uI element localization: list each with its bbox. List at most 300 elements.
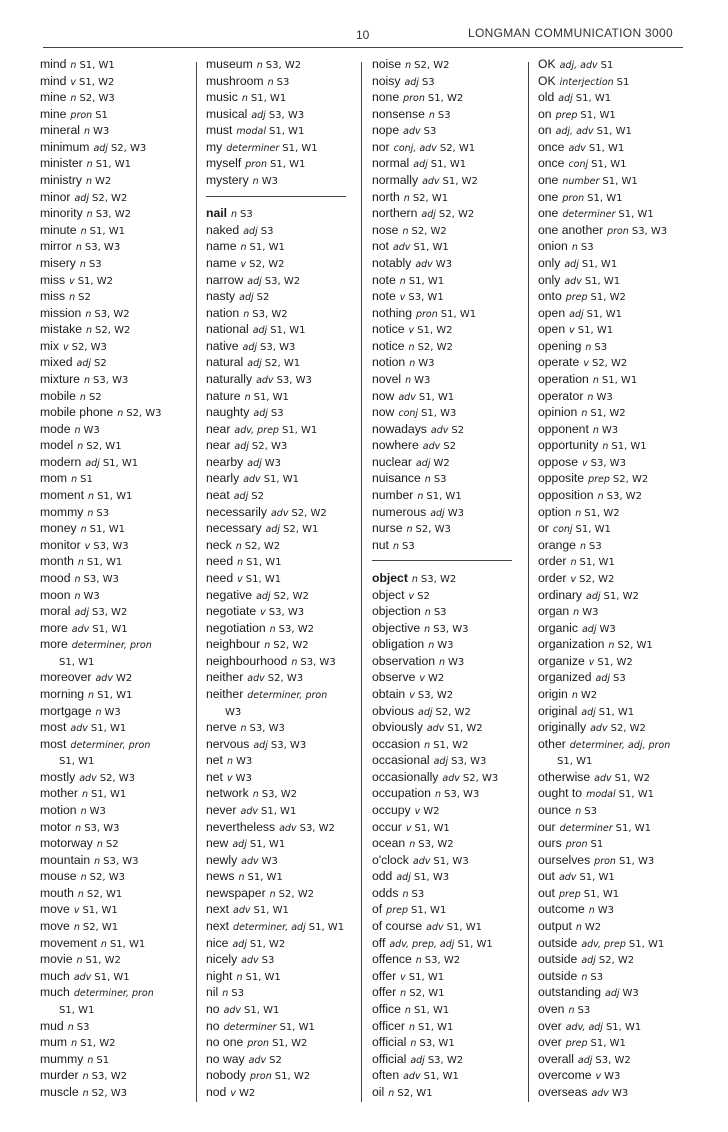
part-of-speech: n [409, 358, 416, 370]
word-entry [538, 885, 706, 902]
header-rule [43, 47, 683, 48]
headword: organization [538, 637, 605, 652]
word-entry [538, 653, 706, 670]
headword: nasty [206, 289, 236, 304]
frequency-band: W3 [437, 640, 454, 652]
part-of-speech: pron [70, 109, 93, 121]
part-of-speech: determiner [562, 209, 616, 221]
word-entry [206, 338, 374, 355]
headword: negative [206, 587, 253, 602]
headword: origin [538, 686, 568, 701]
part-of-speech: n [405, 374, 412, 386]
word-entry [372, 454, 540, 471]
word-entry [206, 553, 374, 570]
frequency-band: S3 [588, 540, 602, 552]
frequency-band: S3, W3 [268, 109, 305, 121]
part-of-speech: n [71, 474, 78, 486]
word-entry [206, 139, 374, 156]
word-entry [40, 636, 208, 653]
word-entry [40, 802, 208, 819]
frequency-band: S3, W3 [84, 822, 120, 834]
word-entry [40, 504, 208, 521]
headword: native [206, 338, 239, 353]
word-entry [538, 1084, 706, 1101]
headword: open [538, 305, 566, 320]
part-of-speech: prep [558, 888, 581, 900]
headword: monitor [40, 537, 81, 552]
word-entry [206, 172, 374, 189]
part-of-speech: v [260, 607, 266, 619]
word-entry [538, 354, 706, 371]
headword: organize [538, 653, 585, 668]
word-entry [538, 1067, 706, 1084]
part-of-speech: pron [403, 93, 425, 105]
headword: moreover [40, 670, 92, 685]
word-entry [40, 73, 208, 90]
headword: normally [372, 173, 419, 188]
frequency-band: S3 [421, 76, 435, 88]
frequency-band: S1 [600, 60, 614, 71]
frequency-band: W3 [235, 756, 253, 768]
word-entry [40, 470, 208, 487]
headword: object [372, 570, 408, 585]
word-column-2 [206, 56, 374, 1100]
headword: nope [372, 123, 400, 138]
frequency-band: S3, W1 [419, 1038, 455, 1050]
frequency-band: S2, W2 [91, 192, 128, 204]
headword: naughty [206, 405, 250, 420]
frequency-band: S2, W3 [71, 341, 107, 353]
headword: or [538, 521, 549, 536]
word-entry [372, 703, 540, 720]
part-of-speech: adv [415, 258, 433, 270]
page-header [0, 0, 728, 50]
word-entry [206, 1084, 374, 1101]
word-entry [372, 918, 540, 935]
frequency-band: S3, W2 [265, 60, 302, 71]
frequency-band: W3 [599, 623, 616, 635]
headword: negotiation [206, 620, 266, 635]
frequency-band: S3 [433, 607, 447, 619]
frequency-band: S3 [411, 888, 425, 900]
headword: operator [538, 388, 584, 403]
word-entry [206, 951, 374, 968]
frequency-band: S3 [613, 673, 626, 685]
part-of-speech: v [581, 457, 588, 469]
headword: month [40, 554, 74, 569]
frequency-band: S2, W1 [86, 888, 123, 900]
part-of-speech: adj [581, 623, 597, 635]
word-entry [538, 106, 706, 123]
headword: naturally [206, 371, 253, 386]
part-of-speech: adj [256, 590, 271, 602]
headword: negotiate [206, 604, 257, 619]
headword: mix [40, 338, 59, 353]
headword: nature [206, 388, 241, 403]
frequency-band: S2, W2 [612, 474, 649, 486]
part-of-speech: adj [404, 76, 419, 88]
frequency-band: S2, W2 [95, 325, 131, 337]
part-of-speech: adj [253, 739, 268, 751]
headword: mixture [40, 371, 80, 386]
headword: option [538, 504, 572, 519]
headword: ocean [372, 836, 406, 851]
headword: one [538, 173, 559, 188]
frequency-band: S2, W3 [462, 772, 499, 784]
word-entry [372, 354, 540, 371]
headword: movie [40, 952, 73, 967]
frequency-band: S3, W3 [300, 656, 336, 668]
headword: mobile [40, 388, 76, 403]
word-entry [538, 984, 706, 1001]
word-entry [206, 238, 374, 255]
entry-continuation [206, 703, 374, 720]
headword: OK [538, 57, 556, 71]
headword: ministry [40, 173, 82, 188]
word-entry [538, 421, 706, 438]
frequency-band: S1, W1 [263, 474, 300, 486]
word-entry [372, 901, 540, 918]
word-entry [206, 255, 374, 272]
frequency-band: S1, W3 [618, 855, 655, 867]
part-of-speech: n [411, 573, 418, 585]
part-of-speech: adj [421, 209, 436, 221]
part-of-speech: n [117, 408, 124, 420]
part-of-speech: n [592, 374, 599, 386]
frequency-band: S1, W1 [408, 275, 445, 287]
part-of-speech: n [406, 524, 413, 536]
part-of-speech: v [226, 772, 233, 784]
part-of-speech: n [571, 689, 578, 701]
frequency-band: S1, W1 [246, 557, 282, 569]
section-divider [372, 560, 512, 561]
word-entry [538, 587, 706, 604]
word-entry [372, 155, 540, 172]
frequency-band: S1, W1 [414, 822, 450, 834]
headword: nail [206, 206, 227, 221]
headword: neither [206, 670, 244, 685]
word-entry [372, 537, 540, 554]
part-of-speech: n [80, 225, 87, 237]
frequency-band: S2, W2 [417, 341, 453, 353]
headword: movement [40, 935, 97, 950]
part-of-speech: adv [223, 1004, 242, 1016]
word-entry [538, 205, 706, 222]
part-of-speech: adj [430, 507, 445, 519]
frequency-band: S3, W2 [595, 1054, 631, 1066]
part-of-speech: adv [70, 723, 88, 735]
part-of-speech: adv [426, 922, 444, 934]
word-entry [372, 984, 540, 1001]
word-entry [206, 653, 374, 670]
headword: open [538, 322, 566, 337]
frequency-band: S3, W1 [408, 292, 444, 304]
frequency-band: S3 [270, 408, 284, 420]
headword: out [538, 885, 555, 900]
headword: moment [40, 488, 85, 503]
part-of-speech: adv [422, 176, 440, 188]
headword: outside [538, 968, 578, 983]
word-entry [372, 620, 540, 637]
frequency-band: S1, W2 [77, 275, 114, 287]
headword: nearby [206, 454, 244, 469]
part-of-speech: n [267, 76, 274, 88]
part-of-speech: v [419, 673, 425, 685]
part-of-speech: n [579, 540, 586, 552]
frequency-band: S1, W1 [268, 126, 305, 138]
frequency-band: S1, W1 [90, 789, 127, 801]
word-column-1 [40, 56, 208, 1100]
part-of-speech: n [428, 640, 435, 652]
headword: nicely [206, 952, 238, 967]
headword: mine [40, 90, 67, 105]
word-entry [40, 89, 208, 106]
frequency-band: S1, W1 [308, 922, 345, 934]
word-entry [206, 669, 374, 686]
headword: opening [538, 338, 582, 353]
headword: now [372, 405, 395, 420]
word-entry [538, 288, 706, 305]
part-of-speech: adj [251, 109, 266, 121]
headword: opposite [538, 471, 585, 486]
frequency-band: W2 [95, 176, 112, 188]
word-entry [538, 139, 706, 156]
word-entry [40, 338, 208, 355]
part-of-speech: prep [555, 109, 578, 121]
part-of-speech: adj [415, 457, 431, 469]
headword: output [538, 919, 572, 934]
headword: novel [372, 371, 402, 386]
headword: mummy [40, 1051, 84, 1066]
frequency-band: S3, W3 [590, 457, 626, 469]
frequency-band: W3 [597, 905, 615, 917]
word-entry [206, 603, 374, 620]
entry-continuation [40, 1001, 208, 1018]
headword: outside [538, 952, 578, 967]
part-of-speech: adj [239, 292, 254, 304]
headword: on [538, 123, 552, 138]
word-entry [372, 288, 540, 305]
word-entry [538, 1051, 706, 1068]
frequency-band: S2 [78, 292, 91, 304]
part-of-speech: adj [586, 590, 601, 602]
headword: offer [372, 985, 397, 1000]
headword: outstanding [538, 985, 602, 1000]
part-of-speech: adj [85, 457, 100, 469]
headword: outside [538, 935, 578, 950]
frequency-band: S1, W1 [618, 209, 654, 221]
headword: numerous [372, 504, 427, 519]
frequency-band: S3, W3 [443, 789, 480, 801]
headword: mind [40, 73, 67, 88]
word-entry [40, 454, 208, 471]
headword: name [206, 255, 237, 270]
frequency-band: W2 [433, 457, 450, 469]
word-entry [538, 437, 706, 454]
part-of-speech: n [291, 656, 298, 668]
frequency-band: S1, W2 [590, 292, 626, 304]
frequency-band: S3, W2 [94, 308, 130, 320]
frequency-band: S1, W2 [427, 93, 464, 105]
headword: next [206, 902, 230, 917]
frequency-band: S2, W3 [126, 408, 162, 420]
part-of-speech: n [602, 441, 609, 453]
word-entry [372, 1018, 540, 1035]
headword: out [538, 869, 555, 884]
part-of-speech: n [86, 159, 93, 171]
frequency-band: S1, W1 [557, 756, 593, 768]
headword: nation [206, 305, 240, 320]
part-of-speech: n [236, 971, 243, 983]
part-of-speech: v [405, 822, 412, 834]
word-entry [538, 73, 706, 90]
word-entry [40, 620, 208, 637]
part-of-speech: n [85, 308, 92, 320]
word-entry [206, 272, 374, 289]
frequency-band: W3 [622, 988, 639, 1000]
part-of-speech: n [424, 623, 431, 635]
frequency-band: S1, W1 [245, 971, 281, 983]
headword: on [538, 106, 552, 121]
word-entry [206, 587, 374, 604]
headword: noisy [372, 73, 401, 88]
headword: name [206, 239, 237, 254]
frequency-band: W2 [423, 806, 440, 818]
frequency-band: S2, W1 [412, 192, 449, 204]
frequency-band: S3, W3 [268, 607, 305, 619]
headword: mother [40, 786, 78, 801]
word-entry [372, 371, 540, 388]
word-entry [206, 122, 374, 139]
headword: original [538, 703, 578, 718]
headword: net [206, 753, 223, 768]
part-of-speech: adj [396, 872, 411, 884]
part-of-speech: adj [232, 938, 247, 950]
headword: onto [538, 289, 562, 304]
frequency-band: S3, W2 [299, 822, 335, 834]
headword: miss [40, 289, 66, 304]
headword: obviously [372, 720, 423, 735]
part-of-speech: n [256, 60, 263, 71]
headword: neck [206, 537, 232, 552]
headword: note [372, 272, 396, 287]
part-of-speech: determiner [223, 1021, 277, 1033]
part-of-speech: adv [240, 806, 258, 818]
headword: order [538, 554, 567, 569]
headword: mixed [40, 355, 73, 370]
part-of-speech: n [237, 557, 244, 569]
word-entry [538, 1018, 706, 1035]
frequency-band: W3 [448, 656, 465, 668]
part-of-speech: n [71, 1038, 78, 1050]
frequency-band: S3 [88, 258, 102, 270]
part-of-speech: adj [247, 457, 262, 469]
word-entry [40, 868, 208, 885]
frequency-band: S1, W1 [410, 905, 447, 917]
part-of-speech: n [575, 507, 582, 519]
frequency-band: S2, W2 [249, 258, 285, 270]
frequency-band: S1, W1 [596, 126, 632, 138]
frequency-band: S1, W1 [590, 1038, 626, 1050]
headword: objective [372, 620, 421, 635]
word-entry [206, 852, 374, 869]
word-entry [40, 139, 208, 156]
part-of-speech: n [70, 93, 77, 105]
word-entry [40, 736, 208, 753]
word-entry [372, 205, 540, 222]
part-of-speech: determiner, pron [73, 988, 154, 1000]
frequency-band: S1, W1 [249, 839, 286, 851]
headword: objection [372, 604, 421, 619]
headword: next [206, 919, 230, 934]
word-entry [538, 935, 706, 952]
frequency-band: S3 [260, 225, 274, 237]
word-column-4 [538, 56, 706, 1100]
frequency-band: S3, W2 [424, 955, 461, 967]
word-entry [538, 620, 706, 637]
headword: oppose [538, 454, 578, 469]
part-of-speech: adj [595, 673, 611, 685]
frequency-band: S3, W3 [433, 623, 469, 635]
headword: object [372, 587, 405, 602]
word-entry [372, 122, 540, 139]
part-of-speech: adv [568, 142, 586, 154]
frequency-band: S1, W2 [590, 408, 626, 420]
word-entry [538, 1001, 706, 1018]
part-of-speech: v [84, 540, 91, 552]
word-entry [206, 421, 374, 438]
part-of-speech: v [570, 573, 577, 585]
part-of-speech: v [69, 275, 75, 287]
part-of-speech: adj [252, 325, 268, 337]
part-of-speech: adv [392, 242, 411, 254]
frequency-band: S3 [584, 806, 597, 818]
part-of-speech: n [74, 590, 81, 602]
frequency-band: S3 [433, 474, 447, 486]
part-of-speech: n [424, 474, 431, 486]
part-of-speech: adv [412, 855, 431, 867]
headword: necessary [206, 521, 262, 536]
part-of-speech: prep [588, 474, 610, 486]
part-of-speech: adv [79, 772, 97, 784]
headword: misery [40, 255, 76, 270]
word-entry [206, 819, 374, 836]
part-of-speech: n [94, 855, 101, 867]
headword: mirror [40, 239, 72, 254]
part-of-speech: n [240, 723, 247, 735]
headword: no one [206, 1035, 244, 1050]
frequency-band: S1, W1 [577, 325, 614, 337]
word-entry [40, 785, 208, 802]
word-entry [40, 968, 208, 985]
headword: o'clock [372, 852, 409, 867]
part-of-speech: prep [386, 905, 408, 917]
running-head: LONGMAN COMMUNICATION 3000 [468, 26, 673, 40]
frequency-band: W3 [604, 1071, 621, 1083]
part-of-speech: n [82, 1087, 89, 1099]
headword: mystery [206, 173, 249, 188]
frequency-band: S2, W3 [110, 142, 147, 154]
part-of-speech: n [87, 507, 94, 519]
part-of-speech: n [408, 1021, 415, 1033]
frequency-band: S3, W3 [93, 374, 129, 386]
word-entry [206, 1018, 374, 1035]
headword: mission [40, 305, 82, 320]
headword: nearly [206, 471, 240, 486]
part-of-speech: n [83, 374, 90, 386]
headword: nurse [372, 521, 403, 536]
headword: nevertheless [206, 819, 276, 834]
